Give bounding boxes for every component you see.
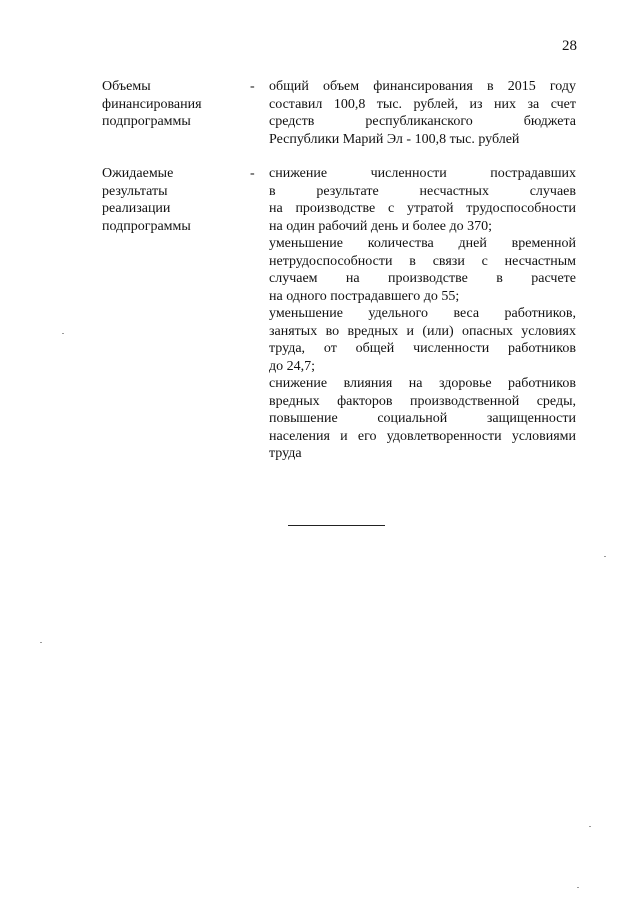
content-line: нетрудоспособности в связи с несчастным (269, 253, 576, 269)
content-line: средств республиканского бюджета (269, 114, 576, 129)
scan-speck (40, 642, 42, 643)
section-content (269, 78, 576, 148)
content-line: снижение численности пострадавших (269, 166, 576, 181)
content-line: уменьшение количества дней временной (269, 236, 576, 251)
content-line: повышение социальной защищенности (269, 411, 576, 426)
label-line: Ожидаемые (102, 166, 174, 181)
content-line: снижение влияния на здоровье работников (269, 376, 576, 391)
content-line: на одного пострадавшего до 55; (269, 288, 460, 304)
section-label (102, 165, 252, 235)
scan-speck (577, 887, 579, 888)
label-line: финансирования (102, 96, 202, 112)
end-separator-line (288, 525, 385, 526)
content-line: труда (269, 446, 302, 461)
dash-separator: - (250, 166, 255, 181)
content-line: составил 100,8 тыс. рублей, из них за счет (269, 96, 576, 112)
label-line: подпрограммы (102, 114, 191, 129)
section-label (102, 78, 252, 131)
content-line: до 24,7; (269, 358, 316, 374)
content-line: населения и его удовлетворенности условиями (269, 428, 576, 444)
content-line: труда, от общей численности работников (269, 341, 576, 356)
content-line: уменьшение удельного веса работников, (269, 306, 576, 321)
scan-speck (604, 556, 606, 557)
page-number: 28 (562, 38, 577, 54)
content-line: занятых во вредных и (или) опасных условиях (269, 323, 576, 339)
label-line: результаты (102, 183, 168, 199)
content-line: Республики Марий Эл - 100,8 тыс. рублей (269, 131, 520, 147)
content-line: случаем на производстве в расчете (269, 271, 576, 286)
content-line: в результате несчастных случаев (269, 183, 576, 199)
content-line: на производстве с утратой трудоспособности (269, 201, 576, 216)
content-line: вредных факторов производственной среды, (269, 393, 576, 409)
dash-separator: - (250, 79, 255, 94)
label-line: Объемы (102, 79, 151, 94)
content-line: на один рабочий день и более до 370; (269, 218, 492, 234)
section-content (269, 165, 576, 463)
label-line: реализации (102, 201, 171, 216)
scan-speck (589, 826, 591, 827)
scan-speck (62, 333, 64, 334)
content-line: общий объем финансирования в 2015 году (269, 79, 576, 94)
label-line: подпрограммы (102, 218, 191, 234)
